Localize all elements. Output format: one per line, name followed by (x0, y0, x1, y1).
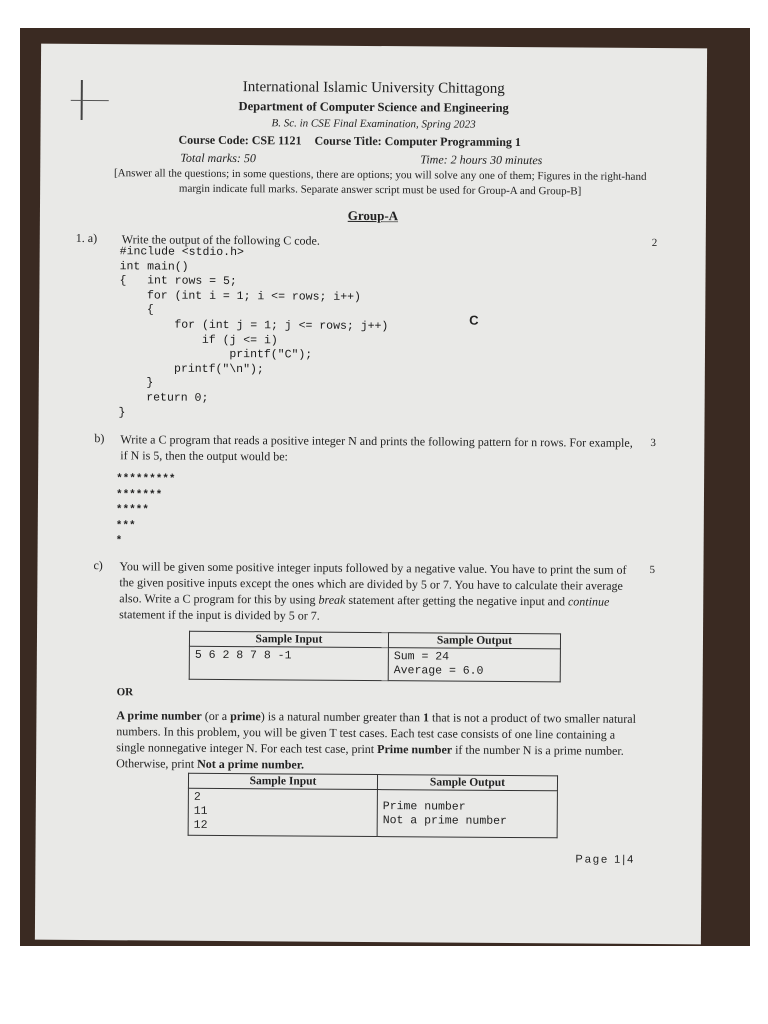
q1a-text: Write the output of the following C code. (121, 232, 320, 248)
table-header: Sample Output (377, 775, 557, 791)
sample-output-cell: Prime number Not a prime number (377, 790, 557, 838)
prime-sample-table (188, 773, 558, 839)
q1a-marks: 2 (651, 236, 658, 249)
course-code: Course Code: CSE 1121 (178, 132, 302, 148)
q1b-label: b) (94, 431, 105, 446)
exam-time: Time: 2 hours 30 minutes (420, 152, 543, 168)
q1c-label: c) (93, 558, 103, 573)
department-name: Department of Computer Science and Engineering (238, 99, 509, 115)
q1c-text: You will be given some positive integer inputs followed by a negative value. You have to print the sum of the given positive inputs except the ones which are divided by 5 or 7. You have to calculate their average also. Write a C program for this by using break statement after getting the negative input and continue statement if the input is divided by 5 or 7. (119, 559, 627, 623)
instructions: [Answer all the questions; in some questions, there are options; you will solve any one of them; Figures in the right-hand margin indicate full marks. Separate answer script must be used for Group-A and Group-B] (113, 167, 647, 198)
sample-output-cell: Sum = 24 Average = 6.0 (388, 648, 560, 682)
page-number: Page 1|4 (575, 853, 636, 866)
q1c-sample-table (189, 631, 561, 683)
q1a-code: #include <stdio.h> int main() { int rows = 5; for (int i = 1; i <= rows; i++) { for (int j = 1; j <= rows; j++) if (j <= i) printf("C"); printf("\n"); } return 0; } (118, 245, 389, 419)
table-header: Sample Input (189, 631, 388, 647)
table-row (189, 646, 560, 682)
q1c-marks: 5 (649, 563, 656, 576)
table-header: Sample Output (388, 633, 560, 649)
q1b-marks: 3 (650, 436, 656, 449)
sample-input-cell: 5 6 2 8 7 8 -1 (189, 646, 388, 680)
sample-input-cell: 2 11 12 (188, 788, 377, 836)
q1b-pattern: ********* ******* ***** *** * (115, 473, 176, 548)
course-title: Course Title: Computer Programming 1 (314, 133, 521, 150)
exam-name: B. Sc. in CSE Final Examination, Spring 2023 (271, 117, 476, 131)
table-header: Sample Input (188, 773, 377, 789)
group-heading: Group-A (347, 207, 399, 224)
or-label: OR (116, 686, 134, 699)
course-info (178, 133, 531, 150)
university-name: International Islamic University Chittagong (242, 79, 505, 97)
exam-paper (35, 44, 707, 945)
prime-text: A prime number (or a prime) is a natural number greater than 1 that is not a product of two smaller natural numbers. In this problem, you will be given T test cases. Each test case consists of one line containing a single nonnegative integer N. For each test case, print Prime number if the number N is a prime number. Otherwise, print Not a prime number. (116, 708, 637, 772)
q1b-text: Write a C program that reads a positive integer N and prints the following pattern for n rows. For example, if N is 5, then the output would be: (120, 432, 633, 464)
total-marks: Total marks: 50 (180, 150, 256, 166)
handwritten-note: C (469, 312, 479, 328)
table-row (188, 788, 557, 838)
q1a-label: 1. a) (75, 230, 98, 246)
